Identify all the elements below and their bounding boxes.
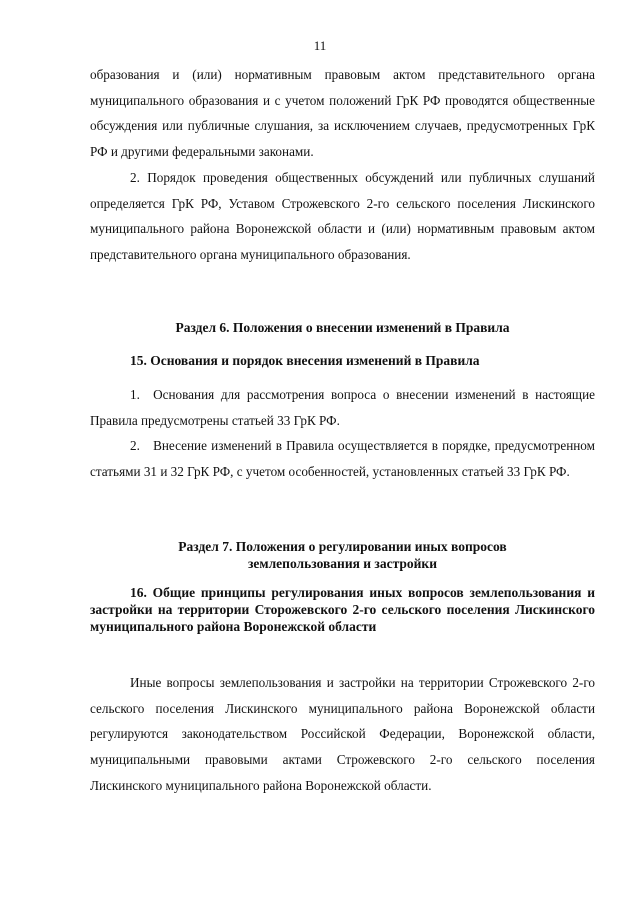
- section-6-heading: Раздел 6. Положения о внесении изменений в Правила: [175, 320, 510, 335]
- article-16-heading: 16. Общие принципы регулирования иных вопросов землепользования и застройки на территории Сторожевского 2-го сельского поселения Лискинского муниципального района Воронежской области: [90, 585, 595, 634]
- article-15-item-2: 2. Внесение изменений в Правила осуществляется в порядке, предусмотренном статьями 31 и 32 ГрК РФ, с учетом особенностей, установленных статьей 33 ГрК РФ.: [90, 438, 595, 479]
- article-16-paragraph: Иные вопросы землепользования и застройки на территории Строжевского 2-го сельского поселения Лискинского муниципального района Воронежской области регулируются законодательством Российской Федерации, Воронежской области, муниципальными правовыми актами Строжевского 2-го сельского поселения Лискинского муниципального района Воронежской области.: [90, 675, 595, 793]
- page-number: 11: [313, 38, 327, 53]
- article-15-item-1: 1. Основания для рассмотрения вопроса о внесении изменений в настоящие Правила предусмотрены статьей 33 ГрК РФ.: [90, 387, 595, 428]
- article-15-heading: 15. Основания и порядок внесения изменений в Правила: [130, 353, 480, 368]
- section-7-heading-line-1: Раздел 7. Положения о регулировании иных вопросов: [178, 539, 507, 554]
- item-2-paragraph: 2. Порядок проведения общественных обсуждений или публичных слушаний определяется ГрК РФ, Уставом Строжевского 2-го сельского поселения Лискинского муниципального района Воронежской области и (или) нормативным правовым актом представительного органа муниципального образования.: [90, 170, 595, 263]
- section-7-heading: [90, 538, 595, 572]
- intro-paragraph: образования и (или) нормативным правовым актом представительного органа муниципального образования и с учетом положений ГрК РФ проводятся общественные обсуждения или публичные слушания, за исключением случаев, предусмотренных ГрК РФ и другими федеральными законами.: [90, 67, 595, 160]
- section-7-heading-line-2: землепользования и застройки: [248, 556, 437, 571]
